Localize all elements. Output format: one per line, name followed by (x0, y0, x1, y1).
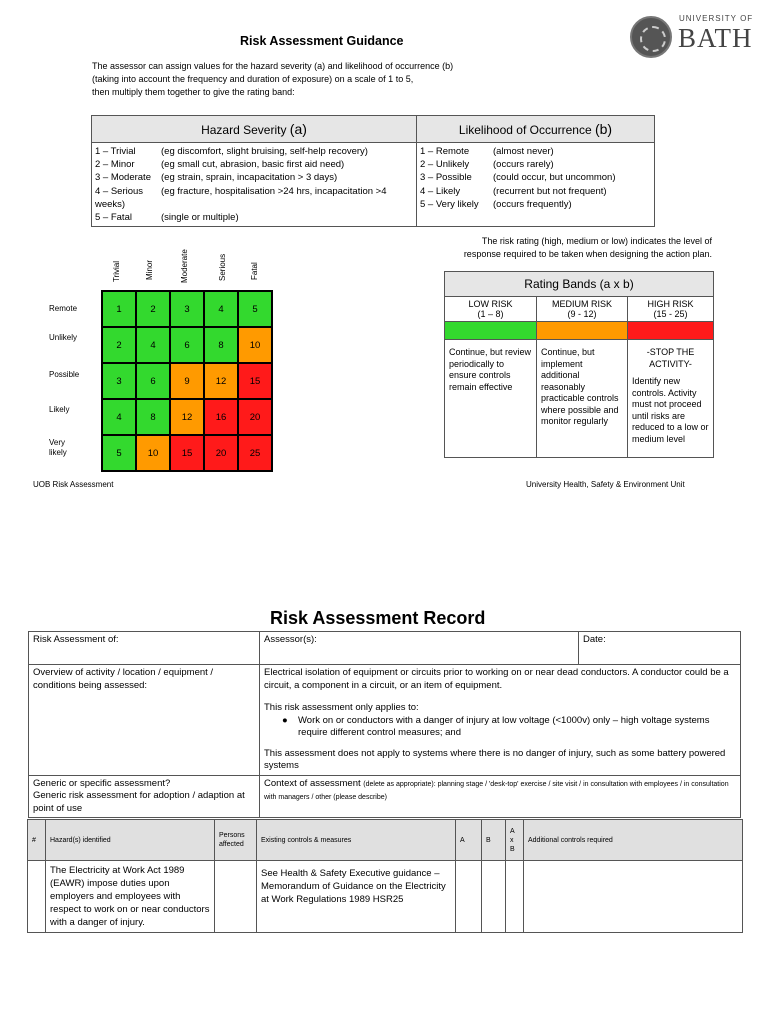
likelihood-list (417, 143, 655, 227)
matrix-col-header: Moderate (180, 249, 189, 283)
band-medium-action: Continue, but implement additional reasonably practicable controls where possible and monitor regularly (537, 340, 628, 458)
band-high-action: -STOP THE ACTIVITY- Identify new controls. Activity must not proceed until risks are reduced to a low or medium level (628, 340, 714, 458)
matrix-cell: 16 (204, 399, 238, 435)
rating-bands-table (444, 271, 714, 458)
likelihood-item: 2 – Unlikely (occurs rarely) (420, 159, 554, 171)
matrix-cell: 6 (136, 363, 170, 399)
matrix-cell: 2 (102, 327, 136, 363)
matrix-cell: 5 (102, 435, 136, 471)
logo-line2: BATH (678, 23, 753, 53)
table-row (28, 861, 743, 933)
matrix-cell: 4 (102, 399, 136, 435)
hazards-col-header: Persons affected (215, 820, 257, 861)
record-table (28, 631, 741, 818)
matrix-cell: 15 (238, 363, 272, 399)
footer-right: University Health, Safety & Environment Unit (526, 480, 685, 489)
assessors-label: Assessor(s): (260, 632, 579, 665)
matrix-cell: 5 (238, 291, 272, 327)
hazards-table (27, 819, 743, 933)
assessment-of-label: Risk Assessment of: (29, 632, 260, 665)
severity-item: 3 – Moderate (eg strain, sprain, incapacitation > 3 days) (95, 172, 338, 184)
hazard-axb (506, 861, 524, 933)
hazards-col-header: Hazard(s) identified (46, 820, 215, 861)
date-label: Date: (579, 632, 741, 665)
matrix-cell: 2 (136, 291, 170, 327)
likelihood-item: 5 – Very likely (occurs frequently) (420, 198, 572, 210)
record-title: Risk Assessment Record (270, 608, 486, 628)
risk-matrix (101, 290, 273, 472)
band-low-color (445, 322, 537, 340)
matrix-col-header: Fatal (250, 262, 259, 280)
matrix-cell: 9 (170, 363, 204, 399)
matrix-row-header: Unlikely (49, 333, 78, 342)
matrix-row-header: Likely (49, 405, 70, 414)
hazard-a (456, 861, 482, 933)
severity-item: 2 – Minor (eg small cut, abrasion, basic first aid need) (95, 159, 345, 171)
guidance-intro (92, 60, 532, 99)
matrix-row-header: Remote (49, 304, 78, 313)
footer-left: UOB Risk Assessment (33, 480, 114, 489)
likelihood-header: Likelihood of Occurrence (b) (417, 116, 655, 143)
overview-bullet: ● Work on or conductors with a danger of injury at low voltage (<1000v) only – high voltage systems require different control measures; and (282, 714, 710, 738)
severity-item: 1 – Trivial (eg discomfort, slight bruising, self-help recovery) (95, 146, 368, 157)
hazard-additional (524, 861, 743, 933)
matrix-cell: 8 (136, 399, 170, 435)
matrix-cell: 25 (238, 435, 272, 471)
likelihood-item: 3 – Possible (could occur, but uncommon) (420, 172, 616, 184)
university-logo (630, 14, 755, 60)
severity-list (92, 143, 417, 227)
matrix-cell: 15 (170, 435, 204, 471)
overview-label: Overview of activity / location / equipment / conditions being assessed: (29, 665, 260, 776)
matrix-cell: 12 (170, 399, 204, 435)
matrix-col-header: Minor (145, 259, 154, 280)
matrix-cell: 4 (136, 327, 170, 363)
band-low-action: Continue, but review periodically to ensure controls remain effective (445, 340, 537, 458)
matrix-cell: 12 (204, 363, 238, 399)
matrix-col-header: Trivial (112, 260, 121, 282)
severity-header: Hazard Severity (a) (92, 116, 417, 143)
logo-line1: UNIVERSITY OF (679, 14, 754, 23)
hazards-col-header: Existing controls & measures (257, 820, 456, 861)
band-medium-label: MEDIUM RISK (9 - 12) (537, 297, 628, 322)
matrix-cell: 20 (238, 399, 272, 435)
severity-likelihood-table (91, 115, 655, 227)
rating-note-line: response required to be taken when designing the action plan. (463, 249, 712, 259)
matrix-row-header: Possible (49, 370, 80, 379)
guidance-title: Risk Assessment Guidance (240, 34, 404, 48)
matrix-cell: 8 (204, 327, 238, 363)
intro-line: (taking into account the frequency and duration of exposure) on a scale of 1 to 5, (92, 74, 414, 84)
intro-line: then multiply them together to give the rating band: (92, 87, 295, 97)
hazard-num (28, 861, 46, 933)
severity-item: 4 – Serious (eg fracture, hospitalisation >24 hrs, incapacitation >4 weeks) (95, 185, 387, 210)
matrix-cell: 20 (204, 435, 238, 471)
band-low-label: LOW RISK (1 – 8) (445, 297, 537, 322)
band-high-label: HIGH RISK (15 - 25) (628, 297, 714, 322)
overview-paragraph: This assessment does not apply to systems where there is no danger of injury, such as some battery powered systems (264, 747, 726, 771)
hazard-controls: See Health & Safety Executive guidance – Memorandum of Guidance on the Electricity at Work Regulations 1989 HSR25 (257, 861, 456, 933)
hazards-col-header: A (456, 820, 482, 861)
band-high-color (628, 322, 714, 340)
hazards-col-header: B (482, 820, 506, 861)
matrix-cell: 10 (238, 327, 272, 363)
overview-content (260, 665, 741, 776)
rating-note-line: The risk rating (high, medium or low) indicates the level of (481, 236, 712, 246)
overview-paragraph: Electrical isolation of equipment or circuits prior to working on or near dead conductors. A conductor could be a circuit, a component in a circuit, or an item of equipment. (264, 667, 729, 691)
rating-note (420, 235, 712, 261)
intro-line: The assessor can assign values for the hazard severity (a) and likelihood of occurrence (b) (92, 61, 454, 71)
matrix-col-header: Serious (218, 253, 227, 281)
matrix-row-header: Very likely (49, 438, 67, 457)
hazard-persons (215, 861, 257, 933)
matrix-cell: 4 (204, 291, 238, 327)
hazard-identified: The Electricity at Work Act 1989 (EAWR) impose duties upon employers and employees with respect to work on or near conductors with a danger of injury. (46, 861, 215, 933)
matrix-cell: 10 (136, 435, 170, 471)
hazard-b (482, 861, 506, 933)
likelihood-item: 1 – Remote (almost never) (420, 146, 554, 157)
severity-item: 5 – Fatal (single or multiple) (95, 212, 239, 224)
hazards-col-header: A x B (506, 820, 524, 861)
matrix-cell: 1 (102, 291, 136, 327)
likelihood-item: 4 – Likely (recurrent but not frequent) (420, 185, 607, 197)
overview-paragraph: This risk assessment only applies to: (264, 702, 419, 713)
matrix-cell: 6 (170, 327, 204, 363)
matrix-cell: 3 (170, 291, 204, 327)
matrix-cell: 3 (102, 363, 136, 399)
generic-cell: Generic or specific assessment? Generic risk assessment for adoption / adaption at point of use (29, 775, 260, 818)
rating-bands-title: Rating Bands (a x b) (445, 272, 714, 297)
university-seal-icon (630, 16, 672, 58)
hazards-col-header: Additional controls required (524, 820, 743, 861)
band-medium-color (537, 322, 628, 340)
hazards-col-header: # (28, 820, 46, 861)
context-cell: Context of assessment (delete as appropriate): planning stage / 'desk-top' exercise / site visit / in consultation with employees / in consultation with managers / other (please describe) (260, 775, 741, 818)
